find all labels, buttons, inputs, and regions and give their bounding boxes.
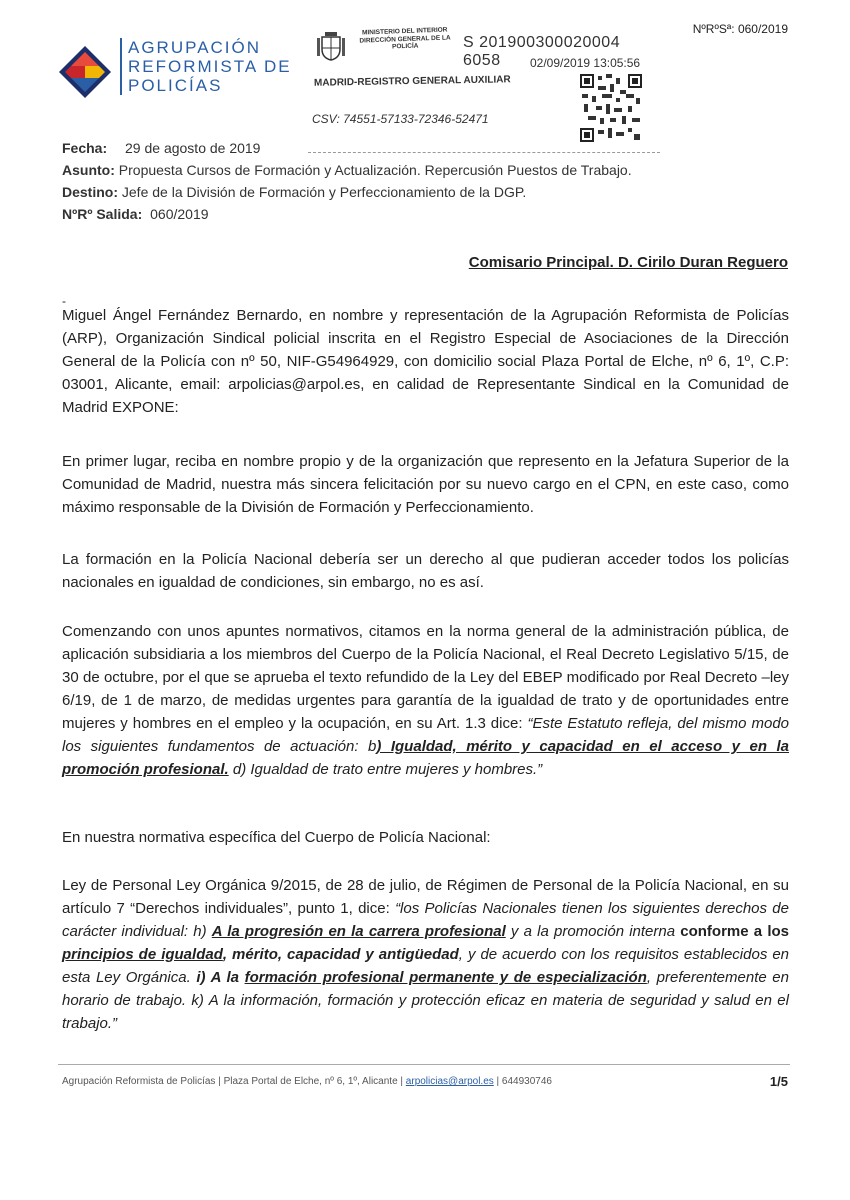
org-line-3: POLICÍAS [128,76,223,95]
paragraph-2: En primer lugar, reciba en nombre propio y de la organización que represento en la Jefatura Superior de la Comunidad de Madrid, nuestra más sincera felicitación por su nuevo cargo en el CPN, en este caso, como máximo responsable de la División de Formación y Perfeccionamiento. [62,453,789,516]
ministry-label: MINISTERIO DEL INTERIOR DIRECCIÓN GENERAL DE LA POLICÍA [359,26,451,51]
qr-code-icon [580,74,642,142]
csv-code: CSV: 74551-57133-72346-52471 [312,112,489,126]
paragraph-1: Miguel Ángel Fernández Bernardo, en nombre y representación de la Agrupación Reformista de Policías (ARP), Organización Sindical policial inscrita en el Registro Especial de Asociaciones de la Dirección General de la Policía con nº 50, NIF-G54964929, con domicilio social Plaza Portal de Elche, nº 6, 1º, C.P: 03001, Alicante, email: arpolicias@arpol.es, en calidad de Representante Sindical en la Comunidad de Madrid EXPONE: [62,307,789,416]
p6-progresion: A la progresión en la carrera profesional [211,923,506,940]
page-number: 1/5 [769,1074,788,1089]
coat-of-arms-icon [316,28,346,62]
p6-requisitos: , y de acuerdo con los requisitos establecidos en esta Ley Orgánica. [62,946,790,986]
fecha-label: Fecha: [62,140,108,156]
p6-merito: , mérito, capacidad y antigüedad [222,946,459,963]
org-line-1: AGRUPACIÓN [128,38,262,57]
asunto-label: Asunto: [62,162,115,178]
arp-logo-icon [55,42,115,102]
p6-quote-end: , preferentemente en horario de trabajo. k) A la información, formación y protección eficaz en materia de seguridad y salud en el trabajo.” [62,969,789,1032]
p4-quote-end: d) Igualdad de trato entre mujeres y hombres.” [228,761,543,778]
footer-divider [58,1064,790,1065]
p6-principios: principios de igualdad [62,946,223,963]
footer-phone: | 644930746 [493,1076,552,1087]
paragraph-5: En nuestra normativa específica del Cuerpo de Policía Nacional: [62,829,491,846]
separator-dash: - [62,294,66,308]
registry-office: MADRID-REGISTRO GENERAL AUXILIAR [313,74,511,89]
fecha-value: 29 de agosto de 2019 [125,140,261,156]
org-line-2: REFORMISTA DE [128,57,292,76]
registry-datetime: 02/09/2019 13:05:56 [530,56,641,70]
p4-text: Comenzando con unos apuntes normativos, citamos en la norma general de la administración pública, de aplicación subsidiaria a los miembros del Cuerpo de la Policía Nacional, el Real Decreto Legislativo 5/15, de 30 de octubre, por el que se aprueba el texto refundido de la Ley del EBEP modificado por Real Decreto –ley 6/19, de 1 de marzo, de medidas urgentes para garantía de la igualdad de trato y de oportunidades entre mujeres y hombres en el empleo y la ocupación, en su Art. 1.3 dice: [62,623,789,732]
salida-label: NºRº Salida: [62,206,143,222]
paragraph-3: La formación en la Policía Nacional debería ser un derecho al que pudieran acceder todos los policías nacionales en igualdad de condiciones, sin embargo, no es así. [62,551,789,591]
destino-value: Jefe de la División de Formación y Perfeccionamiento de la DGP. [121,184,527,200]
p6-text: Ley de Personal Ley Orgánica 9/2015, de 28 de julio, de Régimen de Personal de la Policía Nacional, en su artículo 7 “Derechos individuales”, punto 1, dice: [62,877,789,917]
salida-value: 060/2019 [150,206,209,222]
p4-quote-emphasis: ) Igualdad, mérito y capacidad en el acceso y en la promoción profesional. [62,738,789,778]
p6-formacion: formación profesional permanente y de especialización [244,969,647,986]
header-reference: NºRºSª: 060/2019 [692,22,788,36]
footer-address: Agrupación Reformista de Policías | Plaza Portal de Elche, nº 6, 1º, Alicante | [62,1076,406,1087]
paragraph-4 [62,620,789,781]
registry-stamp [308,22,660,153]
asunto-value: Propuesta Cursos de Formación y Actualización. Repercusión Puestos de Trabajo. [118,162,632,178]
footer [62,1076,552,1087]
meta-destino [62,181,632,203]
paragraph-6 [62,874,789,1035]
document-meta [62,137,632,225]
p4-quote: “Este Estatuto refleja, del mismo modo los siguientes fundamentos de actuación: b [62,715,789,755]
recipient-heading: Comisario Principal. D. Cirilo Duran Reguero [468,254,788,271]
registry-number: S 201900300020004 6058 [463,34,621,69]
footer-email-link[interactable]: arpolicias@arpol.es [405,1076,494,1087]
p6-promocion: y a la promoción interna [505,923,681,940]
p6-conforme: conforme a los [680,923,789,940]
destino-label: Destino: [62,184,118,200]
p6-item-i: i) A la [196,969,245,986]
meta-fecha [62,137,632,159]
organization-name [120,38,292,95]
p6-quote: “los Policías Nacionales tienen los siguientes derechos de carácter individual: h) [62,900,789,940]
meta-salida [62,203,632,225]
meta-asunto [62,159,632,181]
